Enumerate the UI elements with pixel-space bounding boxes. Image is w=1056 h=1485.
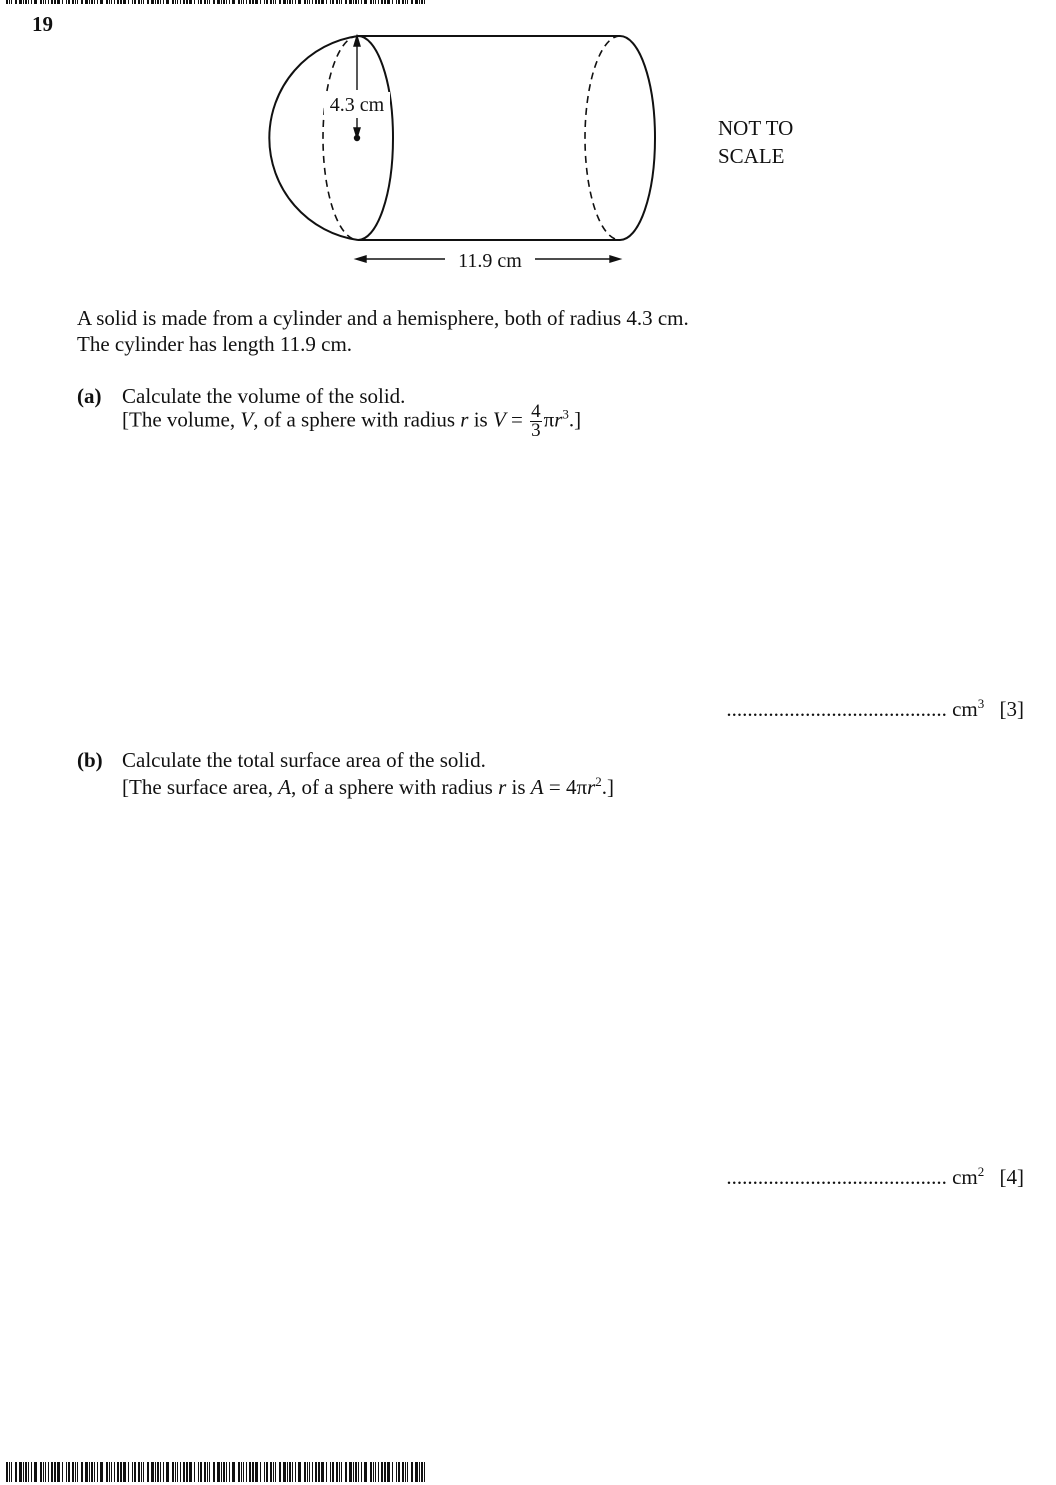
bottom-barcode bbox=[6, 1462, 428, 1482]
right-ellipse-front bbox=[620, 36, 655, 240]
note-line-1: NOT TO bbox=[718, 116, 794, 140]
left-ellipse-back bbox=[323, 36, 358, 240]
right-ellipse-back bbox=[585, 36, 620, 240]
part-a-marks: [3] bbox=[999, 697, 1024, 721]
question-number: 19 bbox=[32, 12, 53, 36]
stem-line-1: A solid is made from a cylinder and a hemisphere, both of radius 4.3 cm. bbox=[77, 306, 689, 330]
part-a-hint: [The volume, V, of a sphere with radius r is V = $\frac{4}{3}$ $\pi r^3$.] bbox=[122, 401, 582, 441]
stem-line-2: The cylinder has length 11.9 cm. bbox=[77, 332, 353, 356]
note-line-2: SCALE bbox=[718, 144, 785, 168]
part-b-marks: [4] bbox=[999, 1165, 1024, 1189]
fraction: $\frac{4}{3}$ bbox=[531, 401, 541, 441]
left-ellipse-front bbox=[358, 36, 393, 240]
part-b-hint: [The surface area, A, of a sphere with radius r is $A = 4\pi r^2$.] bbox=[122, 774, 614, 799]
radius-arrowhead-top bbox=[354, 36, 360, 46]
part-a-question: Calculate the volume of the solid. bbox=[122, 384, 406, 408]
part-a-answer-line[interactable]: .......................................... $cm^3$ [3] bbox=[726, 696, 1024, 721]
top-barcode bbox=[6, 0, 428, 4]
part-b-question: Calculate the total surface area of the solid. bbox=[122, 748, 486, 772]
centre-dot bbox=[355, 136, 360, 141]
hemisphere-arc bbox=[269, 36, 358, 240]
part-b-label: (b) bbox=[77, 748, 103, 772]
length-arrowhead-right bbox=[610, 256, 620, 262]
length-arrowhead-left bbox=[356, 256, 366, 262]
radius-label: 4.3 cm bbox=[329, 94, 385, 116]
part-b-answer-line[interactable]: .......................................... $cm^2$ [4] bbox=[726, 1164, 1024, 1189]
length-label: 11.9 cm bbox=[458, 250, 522, 272]
cylinder-hemisphere-diagram bbox=[240, 28, 680, 278]
part-a-label: (a) bbox=[77, 384, 102, 408]
not-to-scale-note bbox=[718, 114, 793, 170]
